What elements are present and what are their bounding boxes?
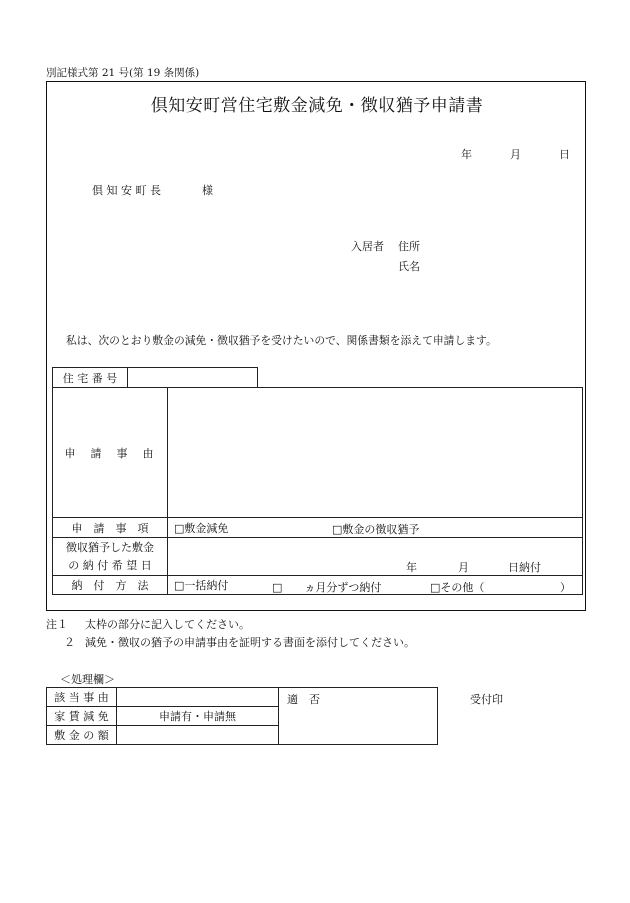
housing-number-label: 住 宅 番 号 xyxy=(53,368,128,388)
application-frame xyxy=(46,81,586,611)
date-month-label: 月 xyxy=(510,148,521,161)
note-2-text: 減免・徴収の猶予の申請事由を証明する書面を添付してください。 xyxy=(85,636,415,649)
payment-options xyxy=(168,576,583,595)
note-1-text: 太枠の部分に記入してください。 xyxy=(85,618,250,631)
addressee-name: 倶 知 安 町 長 xyxy=(92,184,161,197)
processing-value-deposit[interactable] xyxy=(117,726,279,745)
payment-lump-sum[interactable]: □一括納付 xyxy=(174,579,229,592)
applicant-label: 入居者 xyxy=(351,240,384,253)
option-deposit-reduction[interactable]: □敷金減免 xyxy=(174,521,229,535)
approval-cell[interactable] xyxy=(279,688,438,745)
processing-header: ＜処理欄＞ xyxy=(60,673,115,686)
housing-number-field[interactable] xyxy=(128,368,258,388)
payment-label: 納 付 方 法 xyxy=(53,576,168,595)
reason-label: 申 請 事 由 xyxy=(53,388,168,518)
applicant-name-label: 氏名 xyxy=(398,260,420,273)
deferral-year: 年 xyxy=(406,561,417,574)
housing-number-table xyxy=(52,367,258,388)
processing-label-reason: 該 当 事 由 xyxy=(47,688,117,707)
processing-label-deposit: 敷 金 の 額 xyxy=(47,726,117,745)
reception-stamp-label: 受付印 xyxy=(470,693,503,706)
statement-text: 私は、次のとおり敷金の減免・徴収猶予を受けたいので、関係書類を添えて申請します。 xyxy=(66,334,497,347)
payment-installment[interactable]: □ ヵ月分ずつ納付 xyxy=(272,581,382,594)
deferral-label-line1: 徴収猶予した敷金 xyxy=(66,540,154,554)
addressee-honorific: 様 xyxy=(202,184,213,197)
processing-value-rent[interactable]: 申請有・申請無 xyxy=(117,707,279,726)
note-1-number: 注１ xyxy=(46,618,68,631)
approval-label: 適 否 xyxy=(287,693,320,706)
deferral-label-line2: の 納 付 希 望 日 xyxy=(68,558,152,572)
deferral-date-field[interactable] xyxy=(168,538,583,576)
processing-label-rent: 家 賃 減 免 xyxy=(47,707,117,726)
date-year-label: 年 xyxy=(461,148,472,161)
form-title: 倶知安町営住宅敷金減免・徴収猶予申請書 xyxy=(150,96,484,116)
processing-table xyxy=(46,687,438,745)
application-table xyxy=(52,387,583,595)
deferral-day: 日納付 xyxy=(508,561,541,574)
payment-other[interactable]: □その他（ xyxy=(430,581,485,594)
date-day-label: 日 xyxy=(559,148,570,161)
item-label: 申 請 事 項 xyxy=(53,518,168,538)
applicant-address-label: 住所 xyxy=(398,240,420,253)
note-2-number: ２ xyxy=(64,636,75,649)
reason-field[interactable] xyxy=(168,388,583,518)
deferral-label xyxy=(53,538,168,576)
deferral-month: 月 xyxy=(458,561,469,574)
form-label: 別記様式第 21 号(第 19 条関係) xyxy=(46,67,200,79)
payment-other-close: ） xyxy=(560,581,571,594)
option-deposit-deferral[interactable]: □敷金の徴収猶予 xyxy=(332,523,420,536)
processing-value-reason[interactable] xyxy=(117,688,279,707)
item-options xyxy=(168,518,583,538)
